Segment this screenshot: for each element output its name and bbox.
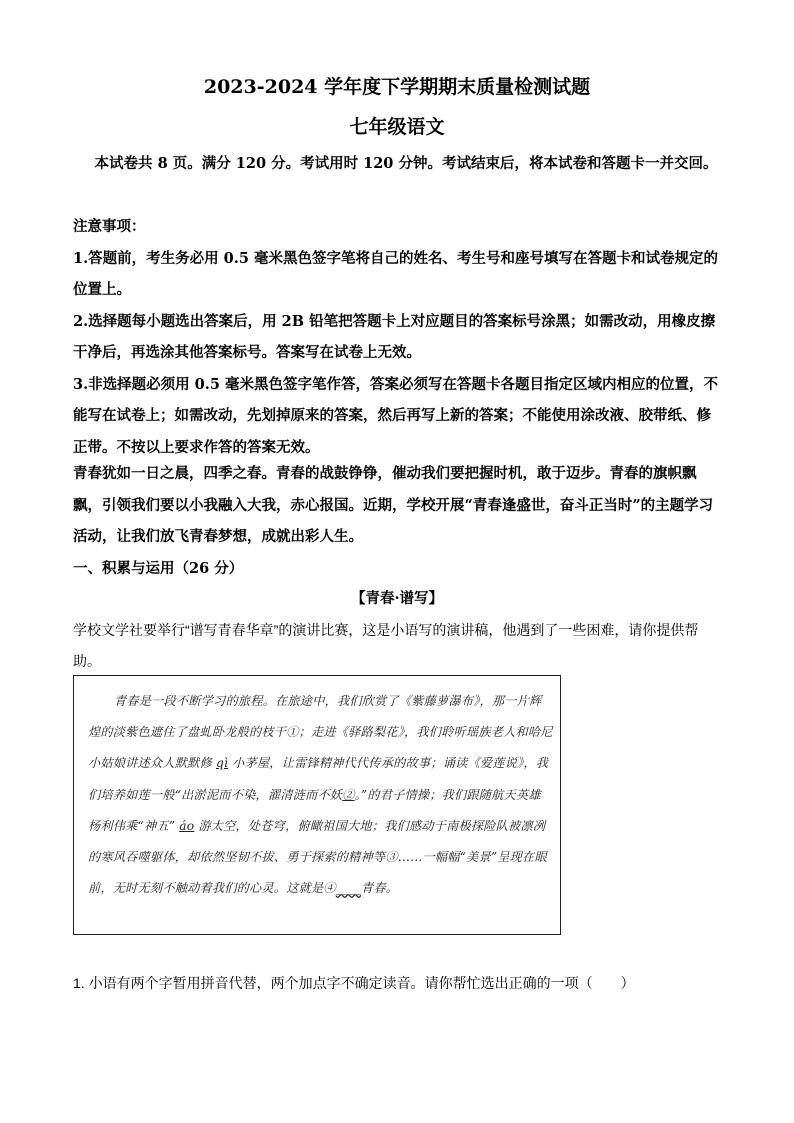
draft-segment: 。”的君子情操；我们跟随航天英雄杨利伟乘“神五” bbox=[88, 787, 541, 833]
draft-segment: 青春是一段不断学习的旅程。在旅途中，我们欣赏了《紫藤萝瀑布》，那一片辉煌的淡紫色遮住了盘虬卧龙般的枝干 bbox=[88, 694, 542, 740]
notes-heading: 注意事项： bbox=[73, 218, 146, 235]
exam-intro: 本试卷共 8 页。满分 120 分。考试用时 120 分钟。考试结束后，将本试卷和答题卡一并交回。 bbox=[94, 155, 718, 172]
blank-marker-2: ② bbox=[342, 787, 355, 802]
section-subheading: 【青春·谱写】 bbox=[350, 590, 444, 607]
draft-segment: 一幅幅“美景”呈现在眼前，无时无刻不触动着我们的心灵。这就是 bbox=[88, 850, 547, 896]
note-item-2: 2.选择题每小题选出答案后，用 2B 铅笔把答题卡上对应题目的答案标号涂黑；如需改动，用橡皮擦干净后，再选涂其他答案标号。答案写在试卷上无效。 bbox=[73, 312, 716, 361]
exam-subtitle: 七年级语文 bbox=[349, 116, 445, 138]
section-title: 一、积累与运用（26 分） bbox=[73, 560, 244, 577]
notes-section bbox=[73, 211, 723, 463]
intro-passage: 青春犹如一日之晨，四季之春。青春的战鼓铮铮，催动我们要把握时机，敢于迈步。青春的旗帜飘飘，引领我们要以小我融入大我，赤心报国。近期，学校开展“青春逢盛世，奋斗正当时”的主题学习活动，让我们放飞青春梦想，成就出彩人生。 bbox=[73, 465, 714, 545]
answer-blank: ____ bbox=[335, 881, 361, 896]
draft-segment: 青春。 bbox=[360, 881, 399, 896]
speech-draft-box bbox=[73, 675, 561, 935]
blank-marker-3: ③…… bbox=[385, 850, 423, 865]
question-1: 1. 小语有两个字暂用拼音代替，两个加点字不确定读音。请你帮忙选出正确的一项（ ） bbox=[73, 975, 635, 991]
draft-segment: ；走进《驿路梨花》，我们聆听瑶族老人和哈尼小姑娘讲述众人默默修 bbox=[88, 725, 553, 771]
pinyin-placeholder-2: áo bbox=[179, 818, 195, 833]
blank-marker-1: ① bbox=[286, 725, 299, 740]
draft-segment: 小茅屋，让雷锋精神代代传承的故事；诵读《爱莲说》，我们培养如莲一般“出淤泥而不染，濯清涟而不妖 bbox=[88, 756, 549, 802]
task-description: 学校文学社要举行“谱写青春华章”的演讲比赛，这是小语写的演讲稿，他遇到了一些困难，请你提供帮助。 bbox=[73, 622, 699, 669]
note-item-3: 3.非选择题必须用 0.5 毫米黑色签字笔作答，答案必须写在答题卡各题目指定区域内相应的位置，不能写在试卷上；如需改动，先划掉原来的答案，然后再写上新的答案；不能使用涂改液、胶带纸、修正带。不按以上要求作答的答案无效。 bbox=[73, 375, 718, 456]
speech-draft-text bbox=[88, 686, 553, 904]
blank-marker-4: ④ bbox=[323, 881, 336, 896]
pinyin-placeholder-1: qì bbox=[215, 756, 229, 771]
exam-title: 2023-2024 学年度下学期期末质量检测试题 bbox=[203, 76, 591, 98]
draft-segment: 游太空，处苍穹，俯瞰祖国大地；我们感动于南极探险队被凛冽的寒风吞噬躯体，却依然坚韧不拔、勇于探索的精神等 bbox=[88, 818, 546, 865]
note-item-1: 1.答题前，考生务必用 0.5 毫米黑色签字笔将自己的姓名、考生号和座号填写在答题卡和试卷规定的位置上。 bbox=[73, 249, 718, 298]
